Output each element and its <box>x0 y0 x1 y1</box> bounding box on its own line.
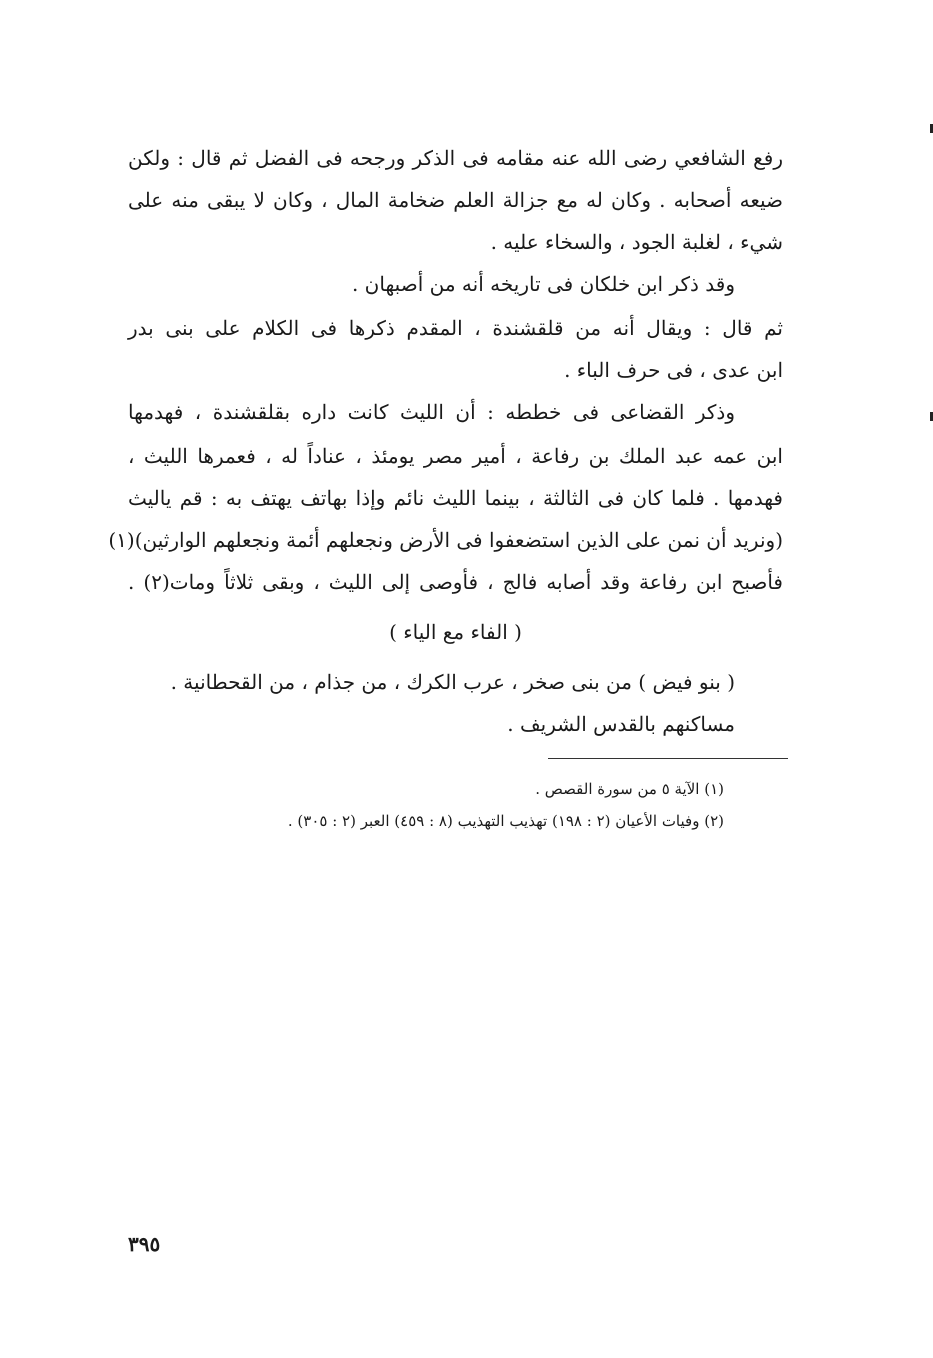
body-line: ضيعه أصحابه . وكان له مع جزالة العلم ضخامة المال ، وكان لا يبقى منه على <box>128 188 783 212</box>
body-line: وذكر القضاعى فى خططه : أن الليث كانت داره بقلقشندة ، فهدمها <box>128 400 735 424</box>
body-line: ابن عدى ، فى حرف الباء . <box>564 358 783 382</box>
section-line: ( بنو فيض ) من بنى صخر ، عرب الكرك ، من جذام ، من القحطانية . <box>170 670 735 694</box>
body-line: شيء ، لغلبة الجود ، والسخاء عليه . <box>490 230 783 254</box>
footnote-divider <box>548 758 788 759</box>
section <box>128 612 783 742</box>
section-line: مساكنهم بالقدس الشريف . <box>507 712 735 736</box>
body-line: (ونريد أن نمن على الذين استضعفوا فى الأرض ونجعلهم أئمة ونجعلهم الوارثين)(١) <box>108 528 783 552</box>
body-line: فأصبح ابن رفاعة وقد أصابه فالج ، فأوصى إلى الليث ، وبقى ثلاثاً ومات(٢) . <box>128 570 783 594</box>
page-number: ٣٩٥ <box>128 1232 161 1256</box>
body-line: فهدمها . فلما كان فى الثالثة ، بينما الليث نائم وإذا بهاتف يهتف به : قم ياليث <box>128 486 783 510</box>
footnote-1: (١) الآية ٥ من سورة القصص . <box>535 780 724 798</box>
body-line: ثم قال : ويقال أنه من قلقشندة ، المقدم ذكرها فى الكلام على بنى بدر <box>128 316 783 340</box>
section-heading: ( الفاء مع الياء ) <box>389 620 522 644</box>
body-line: رفع الشافعي رضى الله عنه مقامه فى الذكر ورجحه فى الفضل ثم قال : ولكن <box>128 146 783 170</box>
body-line: وقد ذكر ابن خلكان فى تاريخه أنه من أصبهان . <box>351 272 735 296</box>
body-line: ابن عمه عبد الملك بن رفاعة ، أمير مصر يومئذ ، عناداً له ، فعمرها الليث ، <box>128 444 783 468</box>
footnote-2: (٢) وفيات الأعيان (٢ : ١٩٨) تهذيب التهذيب (٨ : ٤٥٩) العبر (٢ : ٣٠٥) . <box>287 812 724 830</box>
body-text <box>108 138 783 598</box>
